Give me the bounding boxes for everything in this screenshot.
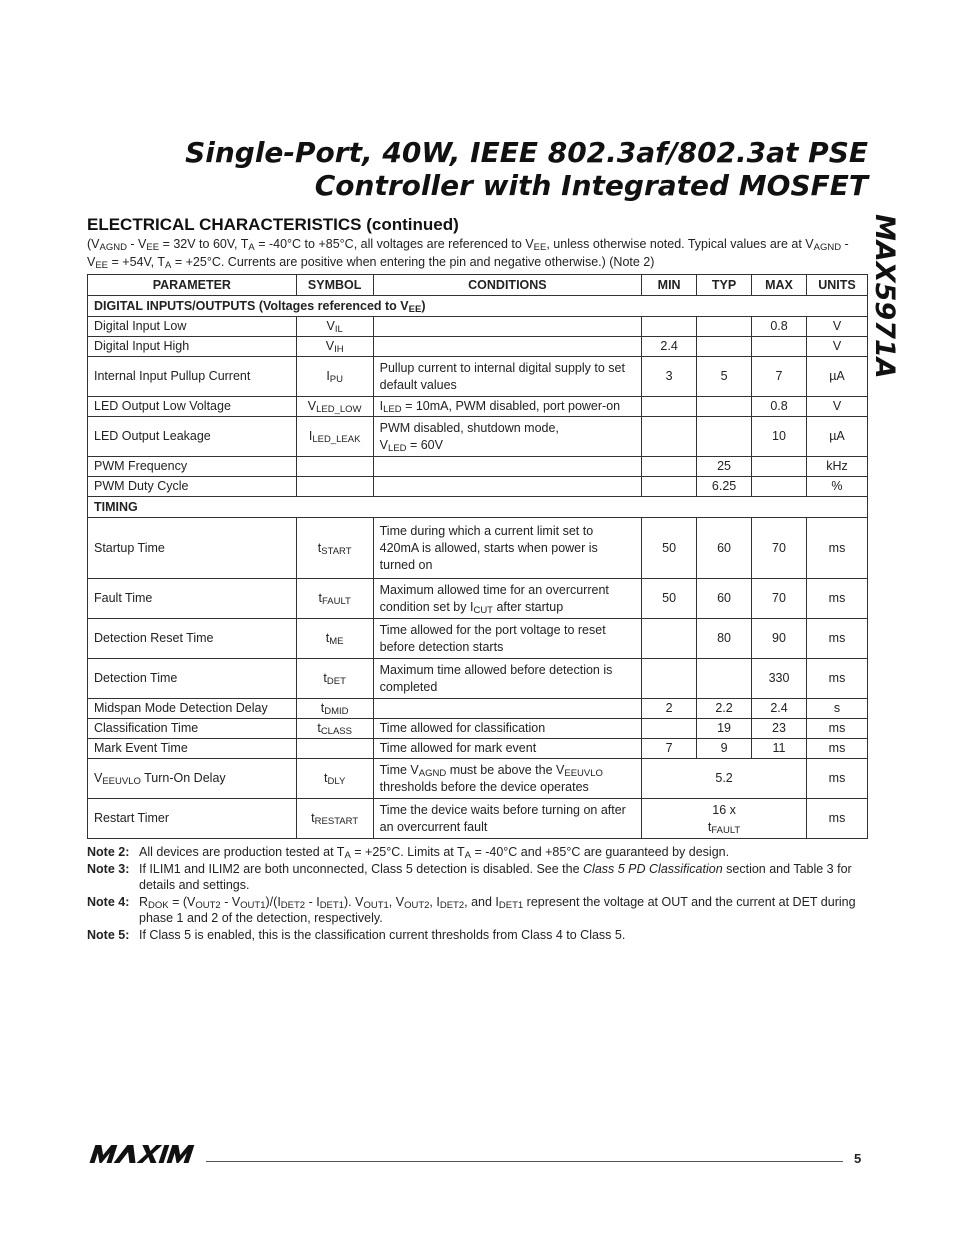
note-2: Note 2: All devices are production tested at $T_A = +25^\circ C$. Limits at $T_A = -40^\circ C$ and +85°C are guaranteed by design. [87, 845, 730, 861]
document-title-line2: Controller with Integrated MOSFET [314, 169, 868, 202]
table-row: PWM Duty Cycle 6.25 % [88, 477, 868, 497]
table-row: Restart Timer $t_{RESTART}$ Time the device waits before turning on after an overcurrent fault 16 x $t_{FAULT}$ ms [88, 799, 868, 839]
section-heading: ELECTRICAL CHARACTERISTICS (continued) [87, 215, 459, 234]
header-conditions: CONDITIONS [373, 275, 642, 296]
maxim-logo [88, 1143, 203, 1165]
header-symbol: SYMBOL [296, 275, 373, 296]
header-units: UNITS [806, 275, 867, 296]
note-5: Note 5: If Class 5 is enabled, this is the classification current thresholds from Class 4 to Class 5. [87, 928, 626, 942]
footer-rule [206, 1161, 843, 1162]
notes [87, 844, 869, 944]
side-part-number: MAX5971A [869, 214, 900, 379]
table-row: Detection Time $t_{DET}$ Maximum time allowed before detection is completed 330 ms [88, 659, 868, 699]
table-row: Classification Time $t_{CLASS}$ Time allowed for classification 19 23 ms [88, 719, 868, 739]
table-row: Internal Input Pullup Current $I_{PU}$ Pullup current to internal digital supply to set default values 3 5 7 µA [88, 357, 868, 397]
section-row: TIMING [88, 497, 868, 518]
electrical-characteristics-table [87, 274, 868, 839]
table-row: Fault Time $t_{FAULT}$ Maximum allowed time for an overcurrent condition set by $I_{CUT}$ after startup 50 60 70 ms [88, 579, 868, 619]
table-row: Digital Input Low $V_{IL}$ 0.8 V [88, 317, 868, 337]
table-row: Mark Event Time Time allowed for mark event 7 9 11 ms [88, 739, 868, 759]
header-typ: TYP [697, 275, 752, 296]
header-max: MAX [752, 275, 807, 296]
table-row: Midspan Mode Detection Delay $t_{DMID}$ 2 2.2 2.4 s [88, 699, 868, 719]
header-min: MIN [642, 275, 697, 296]
table-row: LED Output Low Voltage $V_{LED\_LOW}$ $I_{LED} = 10mA$, PWM disabled, port power-on 0.8 V [88, 397, 868, 417]
test-conditions: ($V_{AGND} - V_{EE} = 32V$ to 60V, $T_A = -40^\circ C$ to +85°C, all voltages are referenced to $V_{EE}$, unless otherwise noted. Typical values are at $V_{AGND} - V_{EE} = +54V$, $T_A = +25^\circ C$. Currents are positive when entering the pin and negative otherwise.) (Note 2) [87, 237, 849, 271]
table-header-row [88, 275, 868, 296]
table-row: Digital Input High $V_{IH}$ 2.4 V [88, 337, 868, 357]
document-title-line1: Single-Port, 40W, IEEE 802.3af/802.3at PSE [185, 136, 868, 169]
table-row: LED Output Leakage $I_{LED\_LEAK}$ PWM disabled, shutdown mode, $V_{LED} = 60V$ 10 µA [88, 417, 868, 457]
table-row: Detection Reset Time $t_{ME}$ Time allowed for the port voltage to reset before detection starts 80 90 ms [88, 619, 868, 659]
note-4: Note 4: $R_{DOK} = (V_{OUT2} - V_{OUT1})/(I_{DET2} - I_{DET1})$. $V_{OUT1}$, $V_{OUT2}$, $I_{DET2}$, and $I_{DET1}$ represent the voltage at OUT and the current at DET during phase 1 and 2 of the detection, respectively. [87, 895, 856, 925]
header-parameter: PARAMETER [88, 275, 297, 296]
table-row: $V_{EEUVLO}$ Turn-On Delay $t_{DLY}$ Time $V_{AGND}$ must be above the $V_{EEUVLO}$ thresholds before the device operates 5.2 ms [88, 759, 868, 799]
table-row: Startup Time $t_{START}$ Time during which a current limit set to 420mA is allowed, starts when power is turned on 50 60 70 ms [88, 518, 868, 579]
table-row: PWM Frequency 25 kHz [88, 457, 868, 477]
section-row: DIGITAL INPUTS/OUTPUTS (Voltages referenced to $V_{EE}$) [88, 296, 868, 317]
note-3: Note 3: If ILIM1 and ILIM2 are both unconnected, Class 5 detection is disabled. See the Class 5 PD Classification section and Table 3 for details and settings. [87, 862, 852, 892]
page-number: 5 [854, 1151, 862, 1166]
